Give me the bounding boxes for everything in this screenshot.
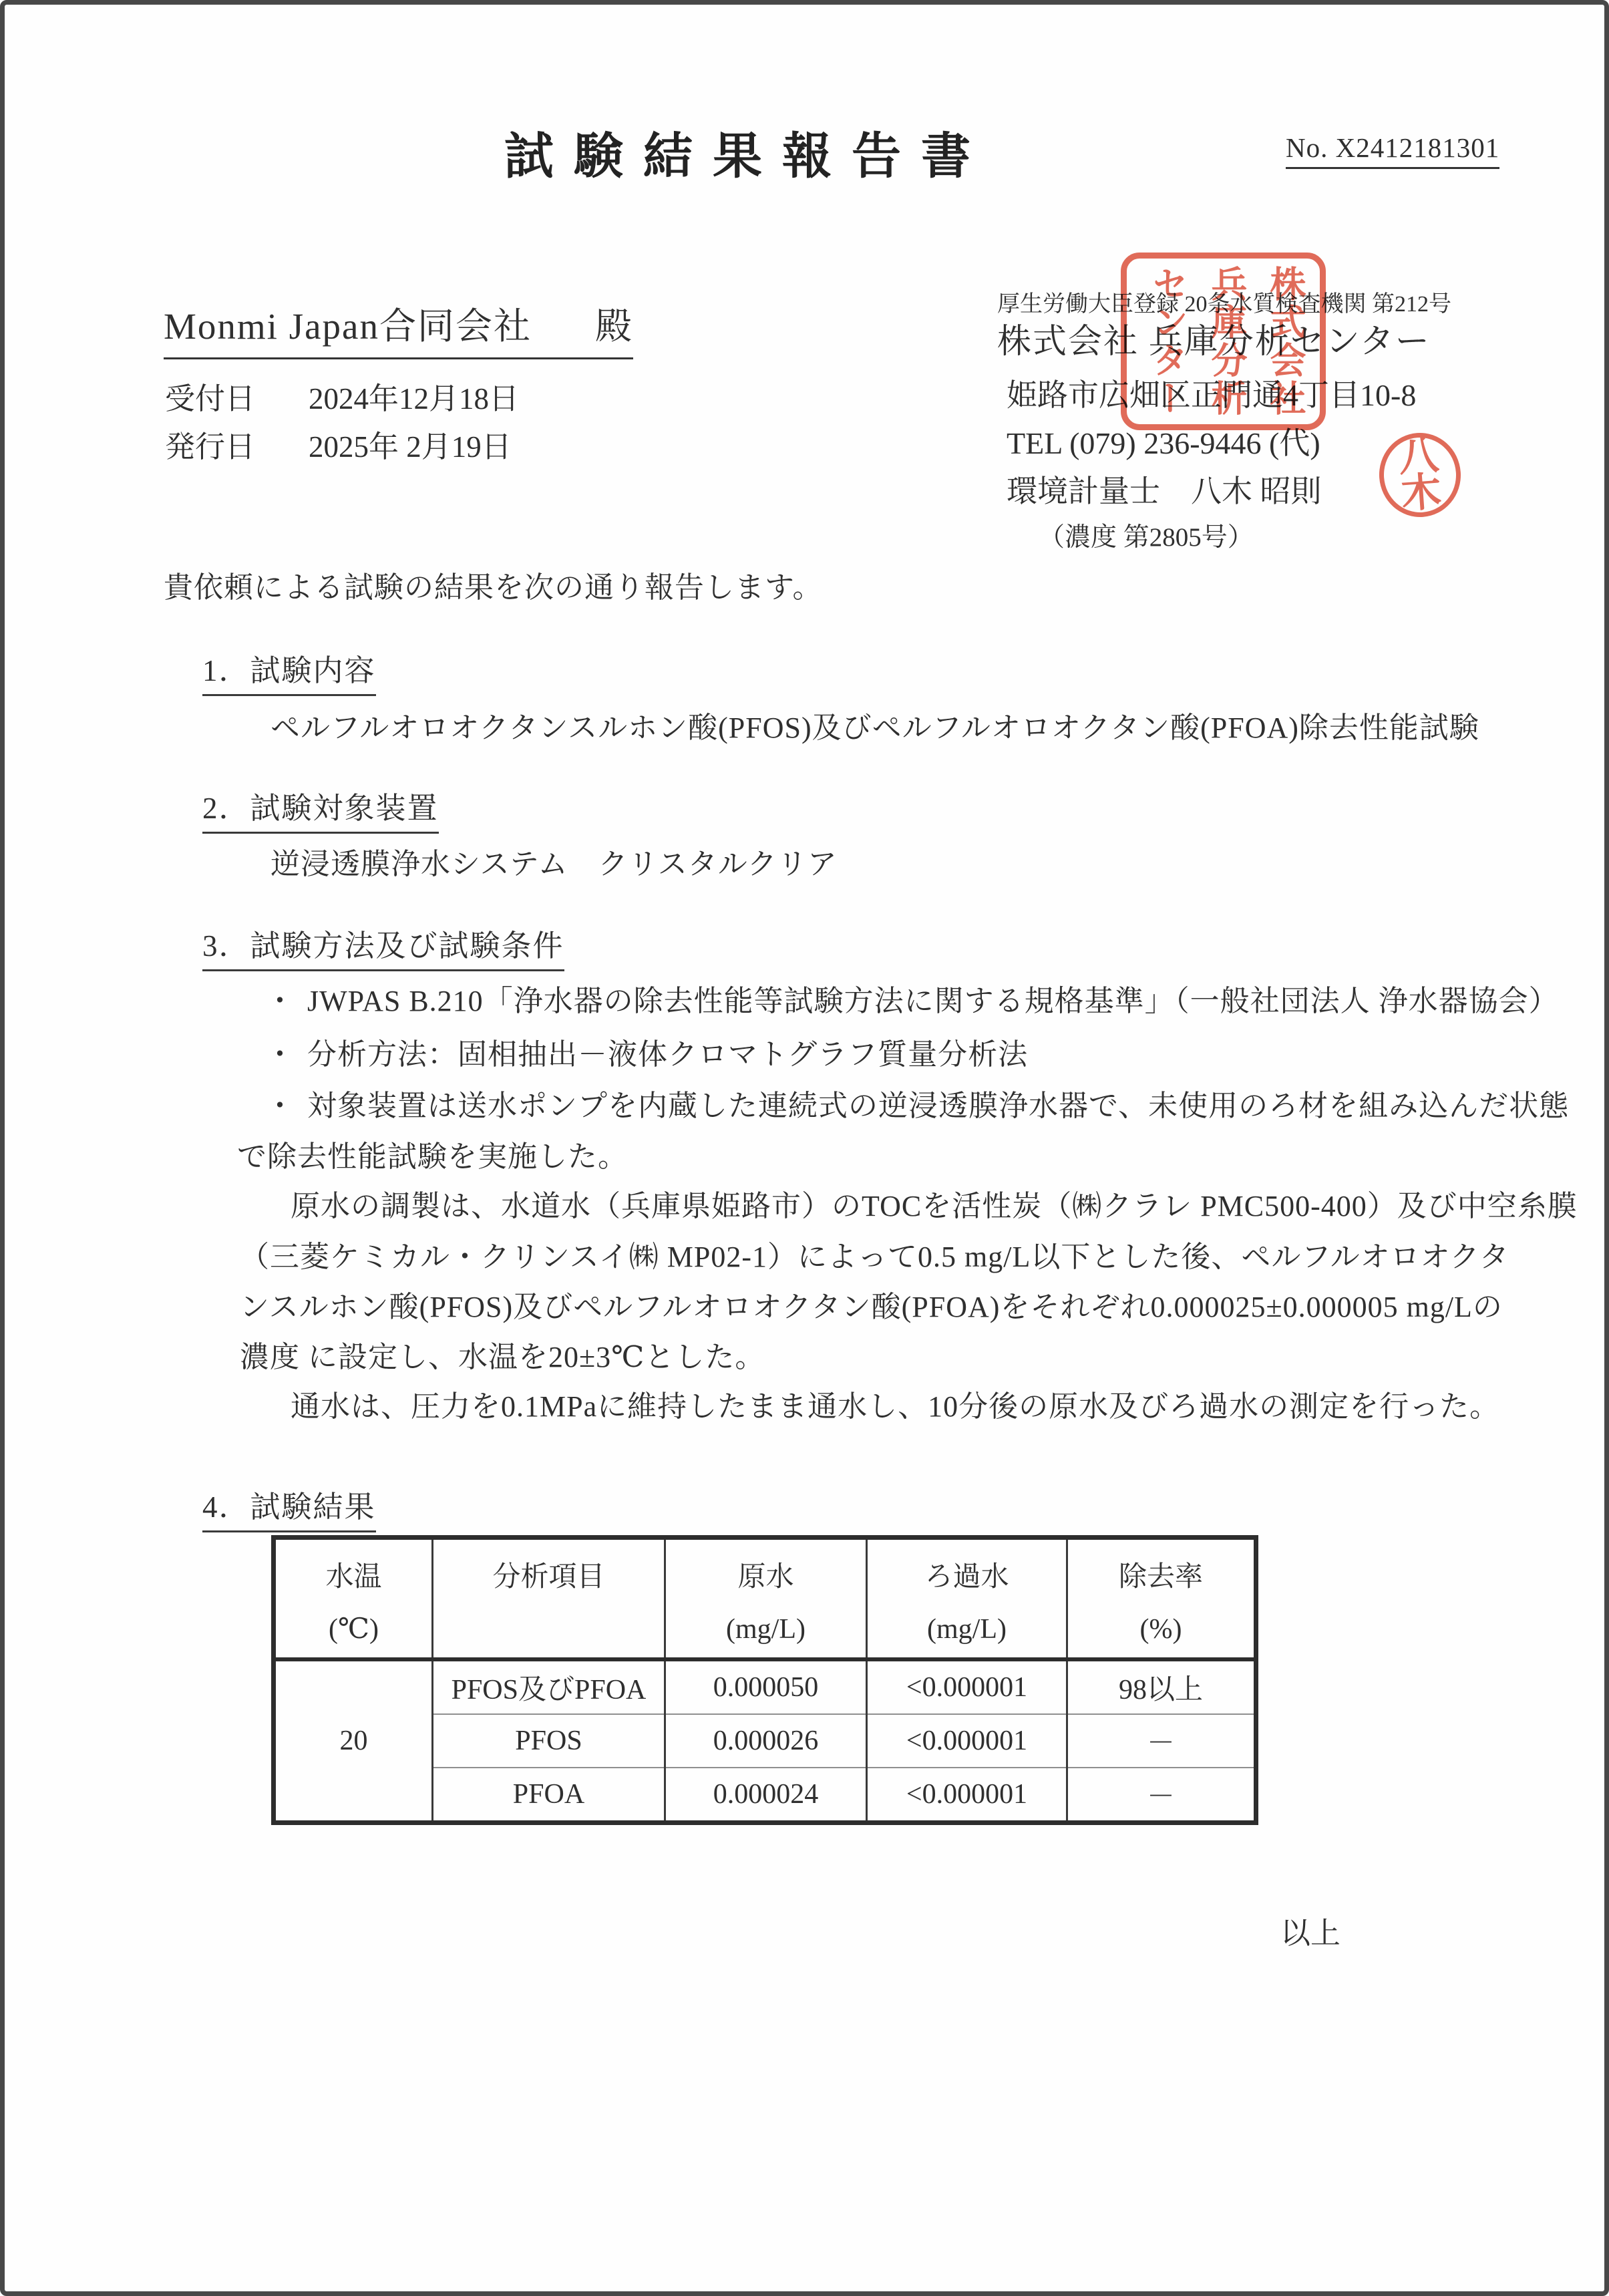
removal-rate-cell: － xyxy=(1067,1714,1256,1768)
issued-date-label: 発行日 xyxy=(165,430,256,464)
method-bullet-2 xyxy=(265,1030,1028,1073)
filtered-water-cell: <0.000001 xyxy=(867,1768,1067,1823)
column-label: 分析項目 xyxy=(492,1562,605,1593)
column-header-water-temp xyxy=(274,1538,433,1660)
company-seal-column: 兵庫分析 xyxy=(1206,265,1246,418)
method-bullet-2-text: 分析方法：固相抽出－液体クロマトグラフ質量分析法 xyxy=(307,1038,1029,1071)
column-label: ろ過水 xyxy=(924,1562,1009,1593)
section-4-heading: 4．試験結果 xyxy=(202,1482,376,1532)
issuer-metrologist: 環境計量士 八木 昭則 xyxy=(1007,474,1322,508)
removal-rate-cell: － xyxy=(1067,1768,1256,1823)
method-bullet-3-continuation: で除去性能試験を実施した。 xyxy=(237,1140,628,1173)
company-seal-column: センター xyxy=(1147,265,1188,418)
issuer-company-name: 株式会社 兵庫分析センター xyxy=(997,323,1431,361)
received-date-label: 受付日 xyxy=(165,382,256,416)
recipient-honorific: 殿 xyxy=(594,306,633,347)
recipient-company: Monmi Japan合同会社 xyxy=(164,306,532,347)
bullet-marker: ・ xyxy=(265,1090,295,1122)
column-header-analysis-item xyxy=(433,1538,665,1660)
greeting-line: 貴依頼による試験の結果を次の通り報告します。 xyxy=(164,571,823,604)
removal-rate-cell: 98以上 xyxy=(1067,1659,1256,1714)
item-cell: PFOA xyxy=(433,1768,665,1823)
column-label: 水温 xyxy=(325,1562,382,1593)
raw-water-cell: 0.000050 xyxy=(665,1659,867,1714)
issued-date-row xyxy=(165,422,512,466)
section-3-heading: 3．試験方法及び試験条件 xyxy=(202,921,564,971)
column-header-removal-rate xyxy=(1067,1538,1256,1660)
results-table-container xyxy=(271,1535,1258,1825)
issuer-license-note: （濃度 第2805号） xyxy=(1039,523,1254,552)
company-seal-column: 株式会社 xyxy=(1265,265,1305,418)
page-title: 試験結果報告書 xyxy=(504,130,991,184)
filtered-water-cell: <0.000001 xyxy=(867,1714,1067,1768)
report-number: No. X2412181301 xyxy=(1286,132,1499,169)
closing-mark: 以上 xyxy=(1280,1917,1341,1950)
personal-seal-bottom-char: 木 xyxy=(1399,469,1443,516)
table-row xyxy=(274,1659,1256,1714)
bullet-marker: ・ xyxy=(265,1038,295,1071)
water-temp-cell: 20 xyxy=(274,1659,433,1823)
issuer-tel: TEL (079) 236-9446 (代) xyxy=(1007,426,1320,460)
personal-seal-stamp xyxy=(1377,430,1463,520)
raw-water-paragraph-line-1: 原水の調製は、水道水（兵庫県姫路市）のTOCを活性炭（㈱クラレ PMC500-400）及び中空糸膜 xyxy=(291,1190,1578,1222)
section-1-heading: 1．試験内容 xyxy=(202,646,376,696)
method-bullet-3-text: 対象装置は送水ポンプを内蔵した連続式の逆浸透膜浄水器で、未使用のろ材を組み込んだ状態 xyxy=(307,1090,1570,1122)
column-header-raw-water xyxy=(665,1538,867,1660)
filtered-water-cell: <0.000001 xyxy=(867,1659,1067,1714)
issuer-registration: 厚生労働大臣登録 20条水質検査機関 第212号 xyxy=(997,292,1451,317)
column-unit: (%) xyxy=(1139,1614,1182,1645)
section-2-heading: 2．試験対象装置 xyxy=(202,784,439,834)
column-header-filtered-water xyxy=(867,1538,1067,1660)
issued-date-value: 2025年 2月19日 xyxy=(309,430,512,464)
method-bullet-1 xyxy=(265,977,1559,1019)
method-bullet-1-text: JWPAS B.210「浄水器の除去性能等試験方法に関する規格基準」（一般社団法人 浄水器協会） xyxy=(307,985,1559,1017)
company-seal-stamp xyxy=(1121,253,1326,430)
raw-water-cell: 0.000026 xyxy=(665,1714,867,1768)
raw-water-paragraph-line-2: （三菱ケミカル・クリンスイ㈱ MP02-1）によって0.5 mg/L以下とした後、ペルフルオロオクタ xyxy=(240,1241,1509,1273)
flow-test-paragraph: 通水は、圧力を0.1MPaに維持したまま通水し、10分後の原水及びろ過水の測定を行った。 xyxy=(291,1390,1500,1423)
section-1-body: ペルフルオロオクタンスルホン酸(PFOS)及びペルフルオロオクタン酸(PFOA)除去性能試験 xyxy=(271,711,1479,744)
item-cell: PFOS xyxy=(433,1714,665,1768)
section-2-body: 逆浸透膜浄水システム クリスタルクリア xyxy=(271,848,838,880)
column-unit: (mg/L) xyxy=(726,1614,806,1645)
bullet-marker: ・ xyxy=(265,985,295,1017)
column-unit: (mg/L) xyxy=(927,1614,1007,1645)
column-label: 除去率 xyxy=(1118,1562,1203,1593)
issuer-address: 姫路市広畑区正門通4丁目10-8 xyxy=(1007,378,1417,412)
raw-water-cell: 0.000024 xyxy=(665,1768,867,1823)
recipient-name xyxy=(164,297,633,359)
column-unit: (℃) xyxy=(329,1614,379,1645)
method-bullet-3 xyxy=(265,1082,1569,1124)
personal-seal-top-char: 八 xyxy=(1397,432,1441,480)
raw-water-paragraph-line-4: 濃度 に設定し、水温を20±3℃とした。 xyxy=(240,1341,765,1373)
column-label: 原水 xyxy=(737,1562,794,1593)
raw-water-paragraph-line-3: ンスルホン酸(PFOS)及びペルフルオロオクタン酸(PFOA)をそれぞれ0.000025±0.000005 mg/Lの xyxy=(240,1291,1503,1323)
results-table-header-row xyxy=(274,1538,1256,1660)
results-table xyxy=(271,1535,1258,1825)
received-date-value: 2024年12月18日 xyxy=(309,382,520,416)
received-date-row xyxy=(165,374,519,418)
item-cell: PFOS及びPFOA xyxy=(433,1659,665,1714)
